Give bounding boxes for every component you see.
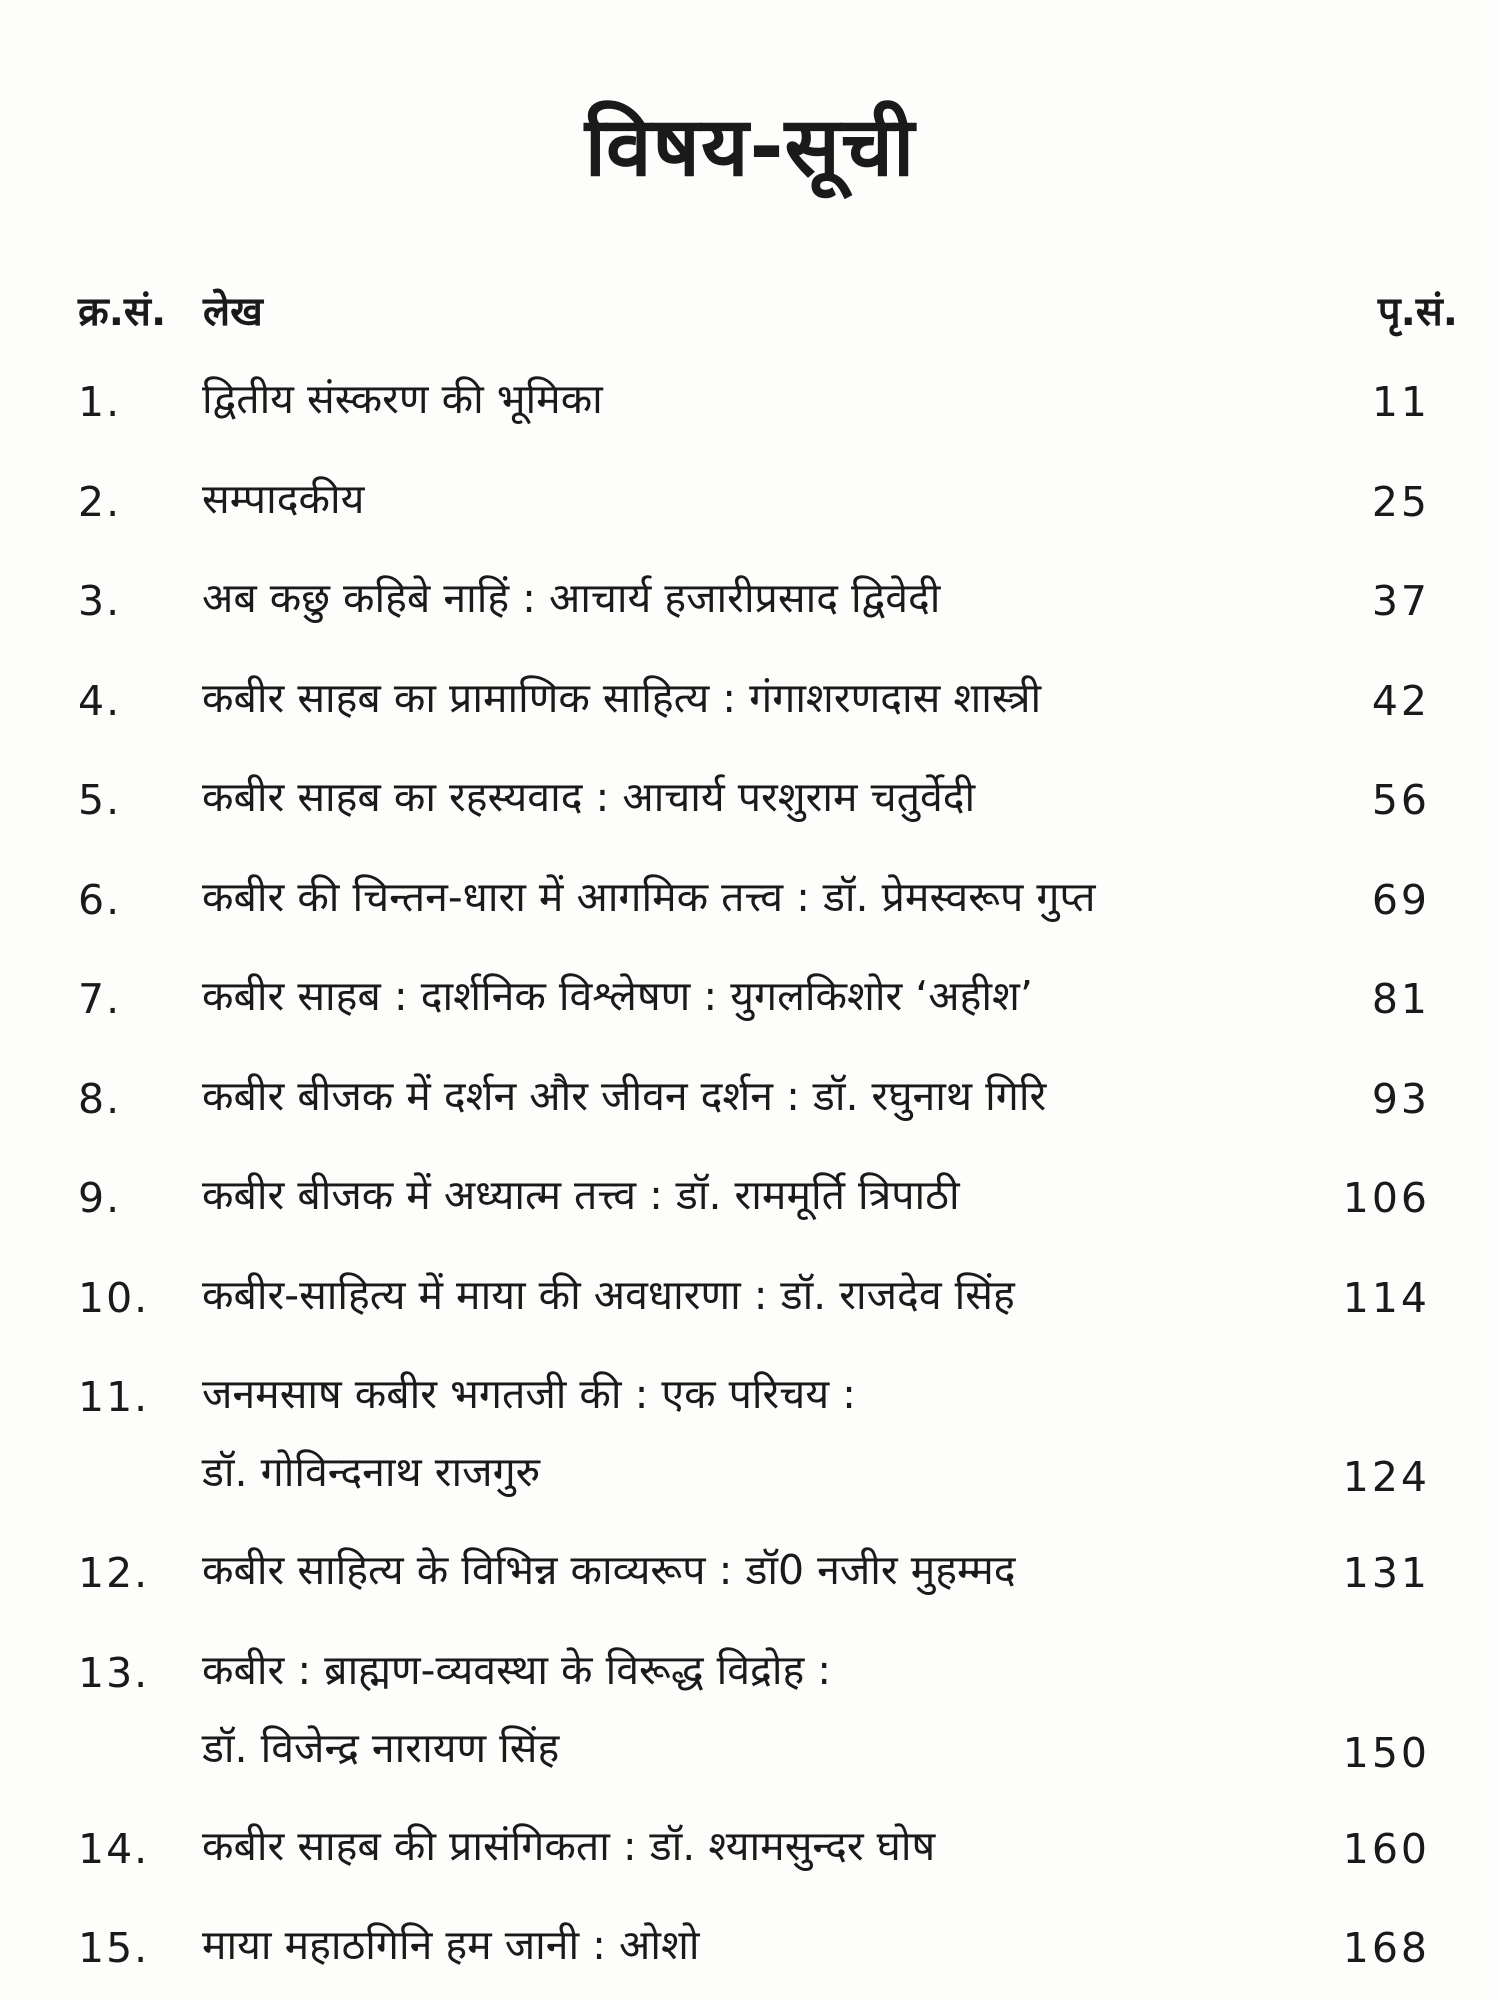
entry-number: 4. xyxy=(78,676,122,725)
entry-page-number: 93 xyxy=(1371,1074,1430,1123)
entry-number: 15. xyxy=(78,1924,150,1972)
entry-title-line: कबीर : ब्राह्मण-व्यवस्था के विरूद्ध विद्रोह : xyxy=(202,1645,832,1694)
entry-number: 2. xyxy=(78,477,122,526)
entry-title xyxy=(202,1067,1302,1125)
entry-page-number: 131 xyxy=(1342,1549,1430,1597)
entry-title xyxy=(202,967,1302,1025)
toc-entry xyxy=(78,1541,1458,1641)
entry-number: 6. xyxy=(78,875,122,924)
entry-title-line: माया महाठगिनि हम जानी : ओशो xyxy=(202,1921,700,1969)
toc-entry xyxy=(78,967,1458,1067)
entry-title-line: कबीर बीजक में अध्यात्म तत्त्व : डॉ. राममूर्ति त्रिपाठी xyxy=(202,1171,960,1219)
entry-title-line: कबीर साहब का प्रामाणिक साहित्य : गंगाशरणदास शास्त्री xyxy=(202,673,1042,722)
entry-title-line: जनमसाष कबीर भगतजी की : एक परिचय : xyxy=(202,1370,856,1418)
entry-title-line: कबीर की चिन्तन-धारा में आगमिक तत्त्व : डॉ. प्रेमस्वरूप गुप्त xyxy=(202,872,1096,921)
toc-entry xyxy=(78,370,1458,470)
entry-number: 7. xyxy=(78,975,122,1023)
entry-title xyxy=(202,569,1302,627)
entry-title-line: डॉ. गोविन्दनाथ राजगुरु xyxy=(202,1448,541,1496)
toc-entry xyxy=(78,1817,1458,1917)
entry-title xyxy=(202,768,1302,826)
entry-number: 5. xyxy=(78,776,122,824)
entry-page-number: 42 xyxy=(1371,676,1430,725)
entry-title xyxy=(202,669,1302,727)
entry-title xyxy=(202,1355,1302,1511)
entry-page-number: 81 xyxy=(1371,975,1430,1023)
toc-list xyxy=(78,370,1458,2016)
entry-title xyxy=(202,1817,1302,1875)
entry-number: 14. xyxy=(78,1824,150,1873)
toc-entry xyxy=(78,1166,1458,1266)
entry-title-line: सम्पादकीय xyxy=(202,474,365,523)
entry-title-line: अब कछु कहिबे नाहिं : आचार्य हजारीप्रसाद द्विवेदी xyxy=(202,574,941,622)
entry-title-line: कबीर-साहित्य में माया की अवधारणा : डॉ. राजदेव सिंह xyxy=(202,1270,1015,1319)
entry-number: 12. xyxy=(78,1549,150,1597)
entry-number: 1. xyxy=(78,378,122,426)
entry-page-number: 160 xyxy=(1342,1824,1430,1873)
entry-page-number: 106 xyxy=(1342,1174,1430,1222)
entry-page-number: 69 xyxy=(1371,875,1430,924)
entry-page-number: 25 xyxy=(1371,477,1430,526)
entry-title-line: कबीर साहित्य के विभिन्न काव्यरूप : डॉ0 नजीर मुहम्मद xyxy=(202,1546,1016,1594)
toc-entry xyxy=(78,1641,1458,1817)
toc-entry xyxy=(78,470,1458,570)
entry-page-number: 114 xyxy=(1342,1273,1430,1322)
toc-entry xyxy=(78,1365,1458,1541)
entry-title-line: कबीर साहब का रहस्यवाद : आचार्य परशुराम चतुर्वेदी xyxy=(202,773,976,821)
header-article: लेख xyxy=(203,289,263,335)
entry-title xyxy=(202,1266,1302,1324)
entry-number: 11. xyxy=(78,1373,150,1421)
toc-entry xyxy=(78,1266,1458,1366)
entry-page-number: 150 xyxy=(1342,1728,1430,1777)
entry-page-number: 37 xyxy=(1371,577,1430,625)
entry-number: 3. xyxy=(78,577,122,625)
header-serial: क्र.सं. xyxy=(78,289,167,335)
entry-number: 10. xyxy=(78,1273,150,1322)
entry-title xyxy=(202,868,1302,926)
entry-title-line: कबीर साहब : दार्शनिक विश्लेषण : युगलकिशोर ‘अहीश’ xyxy=(202,972,1033,1020)
entry-title-line: कबीर बीजक में दर्शन और जीवन दर्शन : डॉ. रघुनाथ गिरि xyxy=(202,1071,1047,1120)
entry-title-line: कबीर साहब की प्रासंगिकता : डॉ. श्यामसुन्दर घोष xyxy=(202,1821,936,1870)
entry-title xyxy=(202,1916,1302,1974)
entry-page-number: 56 xyxy=(1371,776,1430,824)
entry-title xyxy=(202,1541,1302,1599)
entry-title-line: डॉ. विजेन्द्र नारायण सिंह xyxy=(202,1723,560,1772)
entry-page-number: 11 xyxy=(1371,378,1430,426)
toc-entry xyxy=(78,569,1458,669)
toc-entry xyxy=(78,768,1458,868)
entry-title xyxy=(202,370,1302,428)
entry-number: 9. xyxy=(78,1174,122,1222)
entry-title xyxy=(202,1166,1302,1224)
entry-title-line: द्वितीय संस्करण की भूमिका xyxy=(202,375,603,423)
entry-number: 8. xyxy=(78,1074,122,1123)
entry-title xyxy=(202,1631,1302,1787)
entry-page-number: 124 xyxy=(1342,1453,1430,1501)
toc-entry xyxy=(78,868,1458,968)
toc-entry xyxy=(78,669,1458,769)
header-page: पृ.सं. xyxy=(1377,289,1458,335)
toc-entry xyxy=(78,1916,1458,2016)
entry-title xyxy=(202,470,1302,528)
toc-entry xyxy=(78,1067,1458,1167)
toc-header xyxy=(78,282,1458,338)
entry-page-number: 168 xyxy=(1342,1924,1430,1972)
page-title: विषय-सूची xyxy=(584,100,916,195)
entry-number: 13. xyxy=(78,1648,150,1697)
